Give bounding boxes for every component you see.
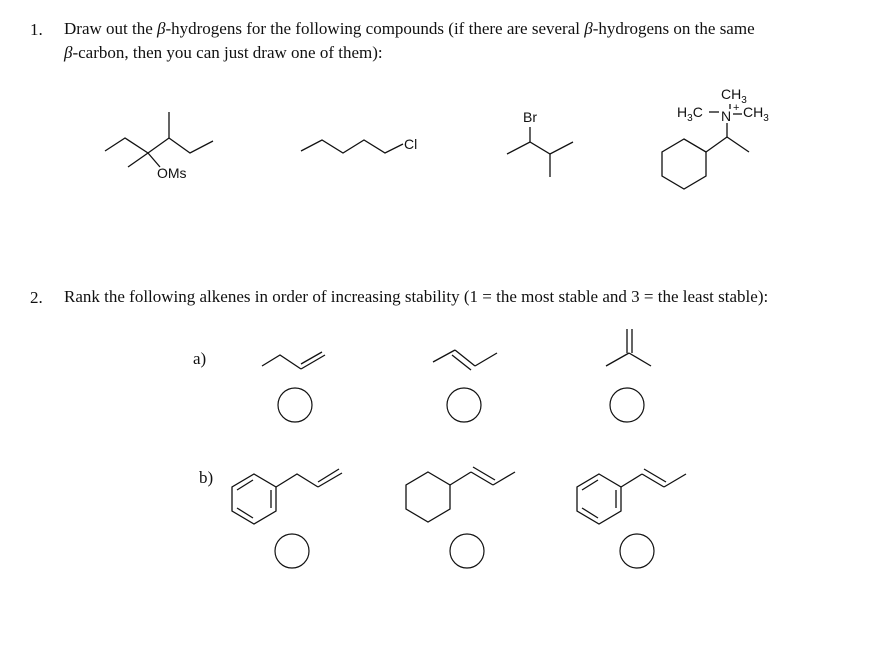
beta-symbol: β [157,19,166,38]
h3c-label: $H_3C$ [677,104,703,124]
question-1-text-part: Draw out the [64,19,158,38]
answer-circle-b2[interactable] [450,534,484,568]
alkene-a3-left-methyl [606,353,629,366]
beta-symbol: β [64,43,73,62]
benzene-b3-inner-bond-3 [582,508,598,518]
ammonium-structure [662,86,769,189]
alkene-a2-double-bond-2 [452,355,471,370]
n-label: N [721,108,732,124]
benzene-b3-inner-bond-1 [582,480,598,490]
alkene-b2-double-bond-1 [471,472,493,485]
part-b-label: b) [199,468,214,487]
answer-circle-b3[interactable] [620,534,654,568]
chloride-chain [301,140,403,153]
ch3-top-label: $CH_3$ [721,86,747,106]
ammonium-ch-bond [706,137,727,152]
question-2-prompt: Rank the following alkenes in order of increasing stability (1 = the most stable and 3 = the least stable): [64,287,769,306]
alkene-b2-structure [406,467,515,568]
br-label: Br [523,109,537,125]
alkene-b3-double-bond-2 [644,469,666,482]
alkene-b1-double-bond-2 [318,469,339,482]
n-charge-label: + [733,102,740,114]
alkene-b3-double-bond-1 [642,474,664,487]
alkene-b1-chain [276,474,318,487]
alkene-b3-bond-1 [621,474,642,487]
alkene-a3-structure [606,329,651,422]
benzene-ring-b3 [577,474,621,524]
answer-circle-a3[interactable] [610,388,644,422]
question-1-number: 1. [30,20,43,39]
mesylate-main-chain [105,138,213,153]
part-a-label: a) [193,349,207,368]
question-1-text-part: -hydrogens on the same [592,19,755,38]
question-2-number: 2. [30,288,43,307]
answer-circle-a1[interactable] [278,388,312,422]
mesylate-structure [105,112,213,181]
alkyl-chloride-structure [301,136,417,153]
alkene-a2-bond-1 [433,350,455,362]
alkene-a1-structure [262,352,325,422]
cyclohexane-ring-b2 [406,472,450,522]
question-1-text-part: -carbon, then you can just draw one of them): [72,43,383,62]
alkene-a2-bond-3 [475,353,497,366]
benzene-ring-b1 [232,474,276,524]
alkene-b2-bond-3 [493,472,515,485]
alkene-b2-bond-1 [450,472,471,485]
alkene-b3-bond-3 [664,474,686,487]
cyclohexane-ring [662,139,706,189]
cl-label: Cl [404,136,418,152]
alkene-a2-structure [433,350,497,422]
beta-symbol: β [584,19,593,38]
oms-label: OMs [157,165,187,181]
ammonium-methyl-branch [727,137,749,152]
bromide-main-chain [507,142,573,154]
alkene-a2-double-bond-1 [455,350,475,366]
mesylate-lower-branch [128,153,148,167]
benzene-b1-inner-bond-1 [237,480,253,490]
alkene-b1-structure [232,469,342,568]
alkene-b3-structure [577,469,686,568]
alkene-a3-right-methyl [629,353,651,366]
answer-circle-a2[interactable] [447,388,481,422]
alkene-a1-chain [262,355,301,369]
answer-circle-b1[interactable] [275,534,309,568]
alkene-b2-double-bond-2 [473,467,495,480]
question-1-text-part: -hydrogens for the following compounds (if there are several [165,19,585,38]
alkyl-bromide-structure [507,109,573,177]
benzene-b1-inner-bond-3 [237,508,253,518]
ch3-right-label: $CH_3$ [743,104,769,124]
